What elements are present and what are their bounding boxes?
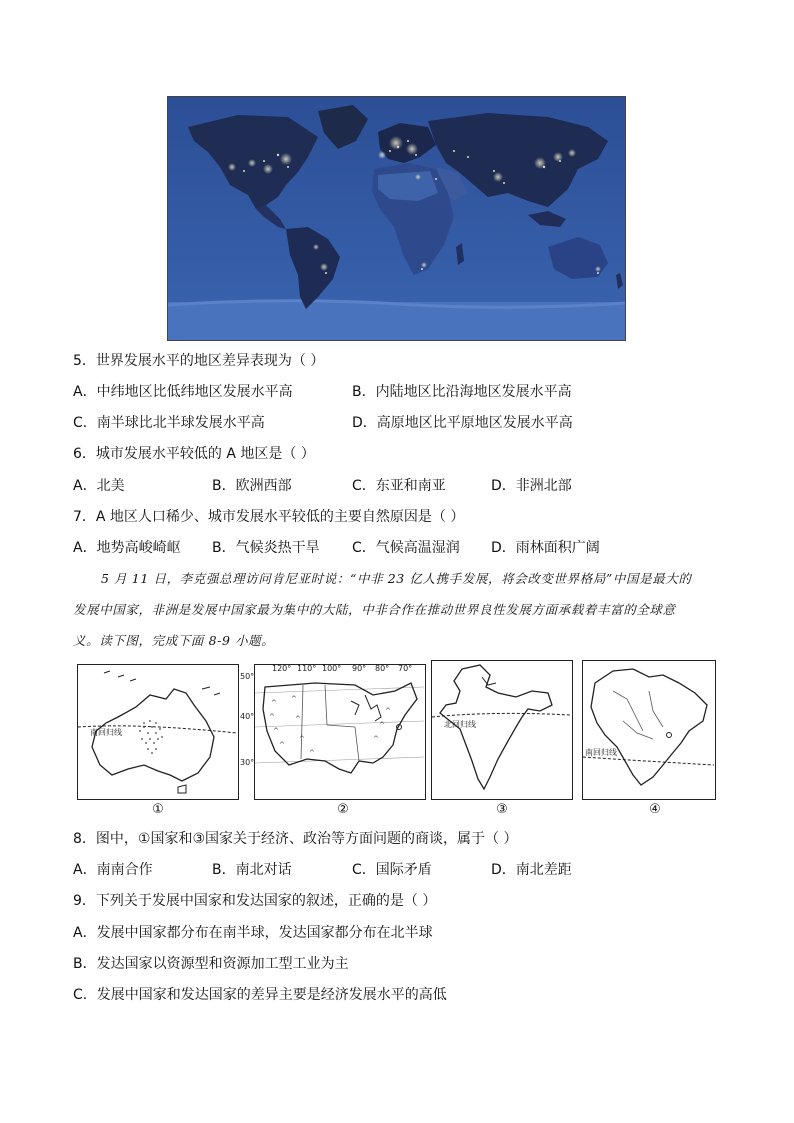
map2-lat-50: 50° [240, 672, 255, 681]
q6-option-d: D．非洲北部 [491, 478, 572, 494]
map1-tropic-label: 南回归线 [90, 728, 122, 737]
q5-option-c: C．南半球比北半球发展水平高 [73, 415, 265, 431]
svg-text:^: ^ [291, 695, 297, 703]
map4-tropic-label: 南回归线 [585, 748, 617, 757]
passage-line-1: 5 月 11 日，李克强总理访问肯尼亚时说：“中非 23 亿人携手发展，将会改变世界格局”中国是最大的 [101, 571, 692, 586]
q6-option-a: A．北美 [73, 478, 125, 494]
map2-lon-120: 120° [272, 664, 292, 673]
svg-text:^: ^ [295, 715, 301, 723]
q5-option-d: D．高原地区比平原地区发展水平高 [352, 415, 573, 431]
q7-option-d: D．雨林面积广阔 [491, 540, 600, 556]
map-2-caption: ② [337, 802, 349, 817]
svg-text:^: ^ [299, 735, 305, 743]
q7-stem: 7．A 地区人口稀少、城市发展水平较低的主要自然原因是（ ） [73, 509, 465, 525]
svg-text:^: ^ [273, 727, 279, 735]
map2-lon-70: 70° [398, 664, 413, 673]
svg-text:^: ^ [385, 707, 391, 715]
svg-text:^: ^ [373, 735, 379, 743]
map2-lon-90: 90° [352, 664, 367, 673]
map-2-usa [254, 664, 426, 800]
q9-option-a: A．发展中国家都分布在南半球，发达国家都分布在北半球 [73, 925, 433, 941]
map-4-brazil [582, 660, 716, 800]
svg-text:^: ^ [271, 699, 277, 707]
q7-option-c: C．气候高温湿润 [352, 540, 460, 556]
q9-option-b: B．发达国家以资源型和资源加工型工业为主 [73, 956, 349, 972]
map-1-caption: ① [152, 802, 164, 817]
q8-option-b: B．南北对话 [212, 862, 292, 878]
svg-text:^: ^ [309, 749, 315, 757]
q6-stem: 6．城市发展水平较低的 A 地区是（ ） [73, 446, 315, 462]
map-1-australia [77, 664, 239, 800]
q8-option-c: C．国际矛盾 [352, 862, 432, 878]
q8-option-a: A．南南合作 [73, 862, 153, 878]
map2-lon-100: 100° [322, 664, 342, 673]
q5-option-a: A．中纬地区比低纬地区发展水平高 [73, 384, 293, 400]
map-4-caption: ④ [649, 802, 661, 817]
q7-option-b: B．气候炎热干旱 [212, 540, 320, 556]
svg-text:^: ^ [379, 721, 385, 729]
map2-lat-40: 40° [240, 712, 255, 721]
map-3-india [431, 660, 573, 800]
q9-stem: 9．下列关于发展中国家和发达国家的叙述，正确的是（ ） [73, 893, 437, 909]
svg-text:^: ^ [269, 713, 275, 721]
map2-lon-80: 80° [375, 664, 390, 673]
passage-line-2: 发展中国家，非洲是发展中国家最为集中的大陆，中非合作在推动世界良性发展方面承载着丰富的全球意 [73, 602, 676, 617]
q5-option-b: B．内陆地区比沿海地区发展水平高 [352, 384, 572, 400]
q6-option-c: C．东亚和南亚 [352, 478, 446, 494]
passage-line-3: 义。读下图，完成下面 8-9 小题。 [73, 633, 275, 648]
svg-text:^: ^ [279, 741, 285, 749]
q6-option-b: B．欧洲西部 [212, 478, 292, 494]
map2-lat-30: 30° [240, 758, 255, 767]
q7-option-a: A．地势高峻崎岖 [73, 540, 181, 556]
q8-stem: 8．图中，①国家和③国家关于经济、政治等方面问题的商谈，属于（ ） [73, 831, 518, 847]
map3-tropic-label: 北回归线 [444, 720, 476, 729]
q8-option-d: D．南北差距 [491, 862, 572, 878]
map-3-caption: ③ [496, 802, 508, 817]
q5-stem: 5．世界发展水平的地区差异表现为（ ） [73, 353, 325, 369]
reading-passage [73, 563, 721, 656]
world-night-lights-map [167, 96, 626, 341]
map2-lon-110: 110° [297, 664, 317, 673]
q9-option-c: C．发展中国家和发达国家的差异主要是经济发展水平的高低 [73, 987, 447, 1003]
